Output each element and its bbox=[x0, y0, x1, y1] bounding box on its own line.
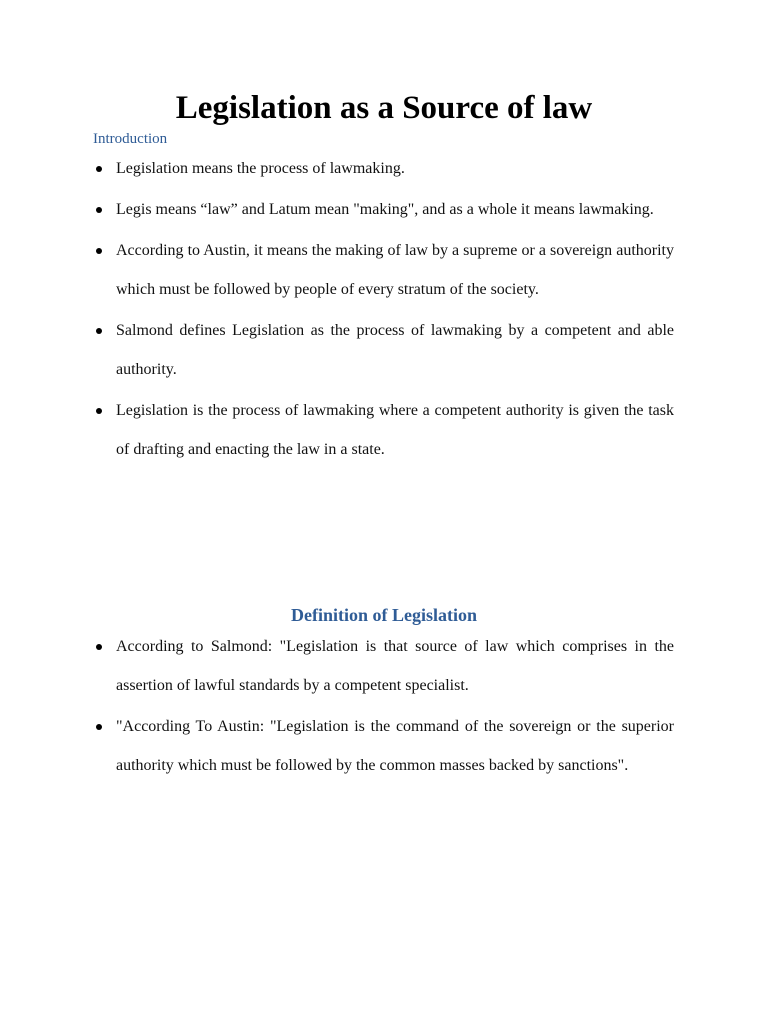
bullet-icon bbox=[96, 248, 102, 254]
definition-heading: Definition of Legislation bbox=[290, 605, 477, 625]
bullet-icon bbox=[96, 408, 102, 414]
list-item bbox=[116, 391, 674, 469]
list-item-text: "According To Austin: "Legislation is the command of the sovereign or the superior authority which must be followed by the common masses backed by sanctions". bbox=[116, 718, 674, 774]
list-item-text: Legislation means the process of lawmaking. bbox=[116, 160, 405, 177]
page-title: Legislation as a Source of law bbox=[175, 90, 593, 126]
list-item-text: Salmond defines Legislation as the process of lawmaking by a competent and able authority. bbox=[116, 322, 674, 378]
bullet-icon bbox=[96, 644, 102, 650]
bullet-icon bbox=[96, 328, 102, 334]
introduction-list bbox=[0, 149, 768, 471]
list-item-text: Legislation is the process of lawmaking where a competent authority is given the task of drafting and enacting the law in a state. bbox=[116, 402, 674, 458]
bullet-icon bbox=[96, 166, 102, 172]
list-item bbox=[116, 149, 674, 188]
list-item bbox=[116, 707, 674, 785]
definition-list bbox=[0, 627, 768, 787]
list-item bbox=[116, 231, 674, 309]
bullet-icon bbox=[96, 207, 102, 213]
list-item-text: Legis means “law” and Latum mean "making", and as a whole it means lawmaking. bbox=[116, 201, 654, 218]
list-item bbox=[116, 190, 674, 229]
list-item bbox=[116, 311, 674, 389]
list-item bbox=[116, 627, 674, 705]
list-item-text: According to Salmond: "Legislation is that source of law which comprises in the assertion of lawful standards by a competent specialist. bbox=[116, 638, 674, 694]
bullet-icon bbox=[96, 724, 102, 730]
introduction-label: Introduction bbox=[93, 131, 168, 147]
list-item-text: According to Austin, it means the making of law by a supreme or a sovereign authority which must be followed by people of every stratum of the society. bbox=[116, 242, 674, 298]
